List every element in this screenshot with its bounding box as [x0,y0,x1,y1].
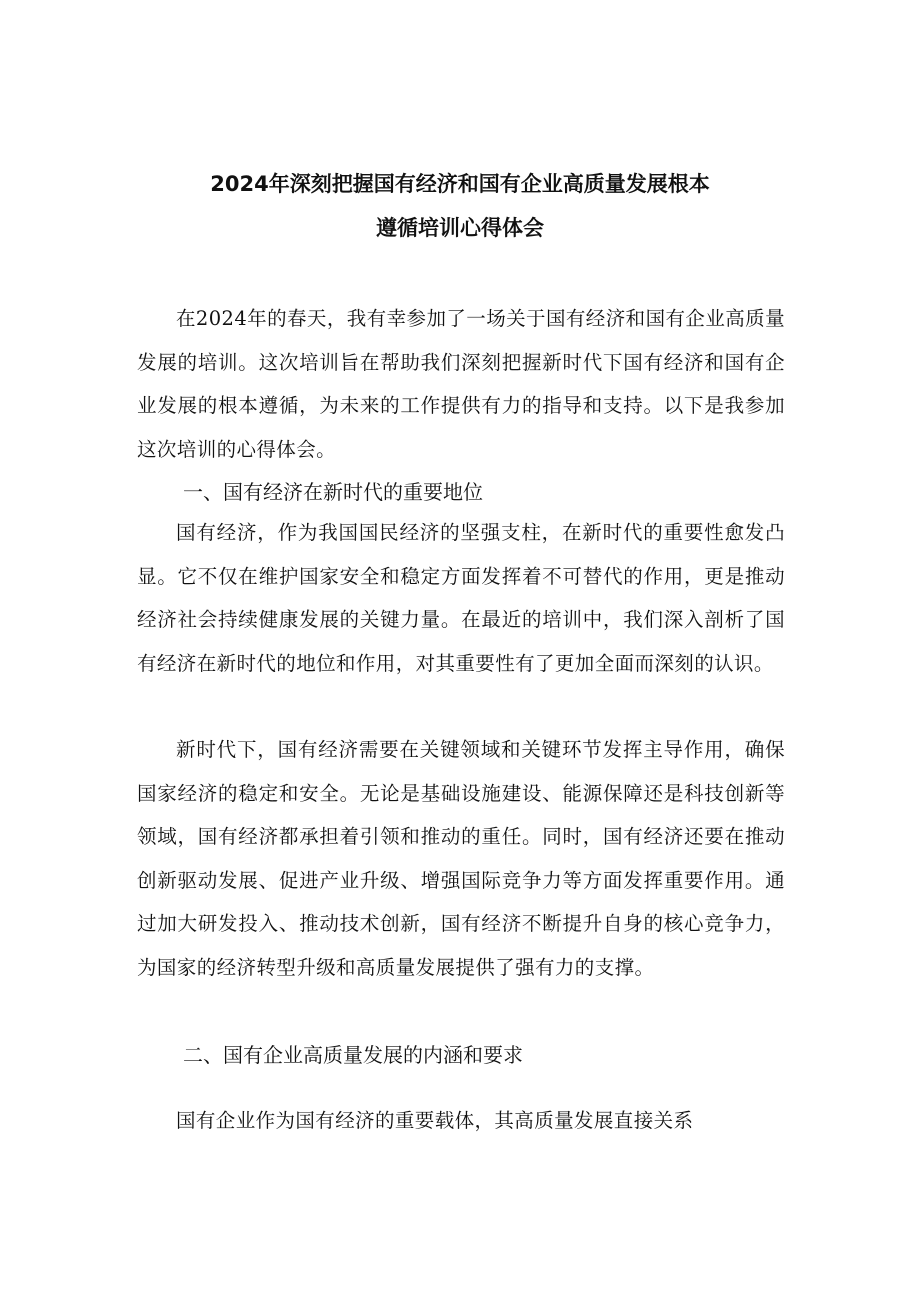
section-2-paragraph-1: 国有企业作为国有经济的重要载体，其高质量发展直接关系 [176,1109,694,1132]
section-1-paragraph-2: 新时代下，国有经济需要在关键领域和关键环节发挥主导作用，确保国家经济的稳定和安全。无论是基础设施建设、能源保障还是科技创新等领域，国有经济都承担着引领和推动的重任。同时，国有经济还要在推动创新驱动发展、促进产业升级、增强国际竞争力等方面发挥重要作用。通过加大研发投入、推动技术创新，国有经济不断提升自身的核心竞争力，为国家的经济转型升级和高质量发展提供了强有力的支撑。 [137,738,785,979]
document-title-line-1: 2024年深刻把握国有经济和国有企业高质量发展根本 [210,172,710,196]
section-heading-2: 二、国有企业高质量发展的内涵和要求 [183,1043,523,1067]
section-1-paragraph-1: 国有经济，作为我国国民经济的坚强支柱，在新时代的重要性愈发凸显。它不仅在维护国家安全和稳定方面发挥着不可替代的作用，更是推动经济社会持续健康发展的关键力量。在最近的培训中，我们深入剖析了国有经济在新时代的地位和作用，对其重要性有了更加全面而深刻的认识。 [137,521,785,675]
intro-paragraph: 在2024年的春天，我有幸参加了一场关于国有经济和国有企业高质量发展的培训。这次培训旨在帮助我们深刻把握新时代下国有经济和国有企业发展的根本遵循，为未来的工作提供有力的指导和支持。以下是我参加这次培训的心得体会。 [137,307,785,461]
section-heading-1: 一、国有经济在新时代的重要地位 [183,480,483,504]
document-title-line-2: 遵循培训心得体会 [376,216,544,240]
